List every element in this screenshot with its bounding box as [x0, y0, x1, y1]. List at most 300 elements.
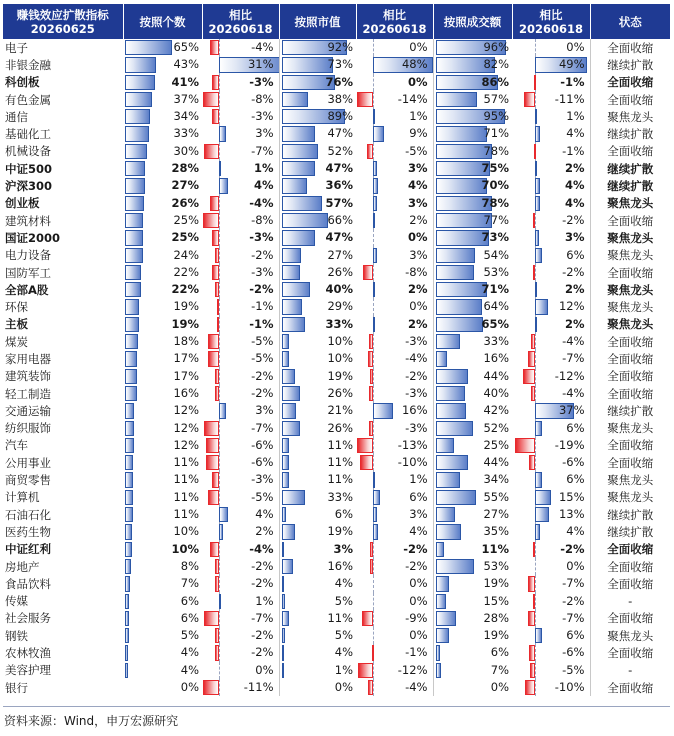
cell-vol-pct — [433, 281, 512, 298]
zero-axis-line — [219, 350, 220, 367]
cell-mcap-chg — [356, 679, 433, 696]
value-count-pct: 10% — [173, 524, 199, 539]
row-name: 纺织服饰 — [5, 421, 51, 436]
table-row — [3, 627, 670, 644]
value-mcap-chg: -10% — [397, 455, 428, 470]
cell-count-chg — [202, 247, 279, 264]
bar-vol-pct — [436, 507, 456, 522]
bar-count-pct — [125, 542, 132, 557]
bar-count-pct — [125, 230, 143, 245]
value-mcap-chg: 0% — [407, 74, 428, 89]
cell-mcap-pct — [279, 316, 356, 333]
bar-count-chg — [206, 455, 219, 470]
cell-mcap-chg — [356, 523, 433, 540]
bar-vol-pct — [436, 369, 468, 384]
cell-vol-chg — [512, 593, 590, 610]
row-status: 继续扩散 — [590, 506, 670, 523]
bar-vol-pct — [436, 265, 475, 280]
cell-vol-pct — [433, 264, 512, 281]
row-name: 有色金属 — [5, 92, 51, 107]
cell-count-chg — [202, 316, 279, 333]
zero-axis-line — [373, 264, 374, 281]
diffusion-table — [3, 4, 670, 696]
value-mcap-pct: 4% — [334, 645, 353, 660]
value-mcap-pct: 66% — [327, 212, 353, 227]
cell-count-pct — [123, 298, 202, 315]
value-mcap-chg: 3% — [409, 247, 428, 262]
cell-vol-chg — [512, 402, 590, 419]
zero-axis-line — [219, 662, 220, 679]
zero-axis-line — [219, 108, 220, 125]
value-vol-chg: -7% — [562, 610, 585, 625]
cell-mcap-chg — [356, 541, 433, 558]
bar-mcap-chg — [369, 334, 373, 349]
bar-vol-chg — [535, 109, 537, 124]
bar-vol-chg — [535, 230, 538, 245]
zero-axis-line — [535, 541, 536, 558]
bar-count-pct — [125, 317, 139, 332]
bar-mcap-pct — [282, 542, 284, 557]
value-count-pct: 17% — [173, 368, 199, 383]
cell-count-chg — [202, 489, 279, 506]
bar-count-chg — [208, 490, 219, 505]
cell-count-pct — [123, 316, 202, 333]
row-status: 聚焦龙头 — [590, 627, 670, 644]
bar-vol-chg — [528, 611, 535, 626]
cell-vol-chg — [512, 229, 590, 246]
bar-vol-pct — [436, 386, 465, 401]
value-vol-pct: 42% — [483, 403, 509, 418]
cell-mcap-chg — [356, 471, 433, 488]
bar-mcap-chg — [372, 645, 374, 660]
value-vol-chg: -7% — [562, 351, 585, 366]
cell-mcap-chg — [356, 281, 433, 298]
cell-mcap-pct — [279, 437, 356, 454]
value-mcap-chg: -4% — [405, 679, 428, 694]
value-mcap-pct: 57% — [325, 195, 353, 210]
value-vol-chg: 4% — [566, 126, 585, 141]
cell-vol-chg — [512, 316, 590, 333]
zero-axis-line — [535, 679, 536, 696]
value-mcap-chg: 6% — [409, 489, 428, 504]
value-count-chg: 4% — [255, 507, 274, 522]
value-vol-pct: 0% — [490, 679, 509, 694]
value-mcap-pct: 0% — [334, 679, 353, 694]
value-mcap-chg: 9% — [409, 126, 428, 141]
value-mcap-pct: 19% — [327, 368, 353, 383]
bar-vol-pct — [436, 628, 450, 643]
bar-vol-chg — [529, 455, 535, 470]
zero-axis-line — [373, 39, 374, 56]
cell-mcap-chg — [356, 662, 433, 679]
cell-count-chg — [202, 679, 279, 696]
cell-mcap-pct — [279, 679, 356, 696]
cell-mcap-pct — [279, 558, 356, 575]
zero-axis-line — [219, 385, 220, 402]
cell-mcap-chg — [356, 39, 433, 56]
cell-vol-chg — [512, 610, 590, 627]
cell-mcap-chg — [356, 420, 433, 437]
bar-mcap-pct — [282, 455, 290, 470]
value-mcap-chg: -13% — [397, 437, 428, 452]
bar-vol-pct — [436, 455, 468, 470]
value-vol-pct: 19% — [483, 576, 509, 591]
bar-mcap-chg — [367, 144, 373, 159]
zero-axis-line — [219, 212, 220, 229]
bar-mcap-pct — [282, 490, 305, 505]
row-name: 商贸零售 — [5, 473, 51, 488]
bar-vol-chg — [533, 542, 535, 557]
value-vol-pct: 55% — [483, 489, 509, 504]
value-count-pct: 43% — [173, 57, 199, 72]
cell-mcap-chg — [356, 125, 433, 142]
cell-vol-chg — [512, 177, 590, 194]
cell-count-chg — [202, 298, 279, 315]
bar-mcap-chg — [373, 213, 376, 228]
bar-count-pct — [125, 524, 132, 539]
row-name: 中证红利 — [5, 542, 51, 557]
cell-vol-pct — [433, 56, 512, 73]
value-vol-pct: 35% — [483, 524, 509, 539]
value-count-pct: 37% — [173, 91, 199, 106]
value-vol-chg: 1% — [566, 109, 585, 124]
cell-count-pct — [123, 575, 202, 592]
value-count-pct: 19% — [171, 316, 199, 331]
zero-axis-line — [535, 385, 536, 402]
bar-vol-pct — [436, 472, 461, 487]
cell-vol-pct — [433, 558, 512, 575]
value-count-pct: 11% — [173, 489, 199, 504]
bar-vol-pct — [436, 594, 447, 609]
value-mcap-chg: 0% — [409, 40, 428, 54]
value-vol-pct: 64% — [483, 299, 509, 314]
zero-axis-line — [373, 558, 374, 575]
cell-mcap-chg — [356, 385, 433, 402]
cell-mcap-pct — [279, 662, 356, 679]
value-mcap-chg: -2% — [405, 368, 428, 383]
bar-count-pct — [125, 455, 133, 470]
value-vol-chg: -6% — [562, 455, 585, 470]
bar-mcap-pct — [282, 559, 293, 574]
bar-vol-pct — [436, 542, 444, 557]
value-vol-chg: 2% — [564, 161, 585, 176]
value-mcap-pct: 26% — [327, 385, 353, 400]
cell-vol-chg — [512, 541, 590, 558]
bar-count-pct — [125, 472, 133, 487]
bar-mcap-chg — [373, 282, 376, 297]
row-status: 全面收缩 — [590, 91, 670, 108]
bar-mcap-pct — [282, 438, 290, 453]
row-name: 环保 — [5, 300, 28, 315]
zero-axis-line — [219, 247, 220, 264]
cell-vol-chg — [512, 74, 590, 91]
value-vol-pct: 40% — [483, 385, 509, 400]
value-mcap-chg: 16% — [401, 403, 428, 418]
row-status: 全面收缩 — [590, 143, 670, 160]
value-mcap-pct: 89% — [327, 109, 353, 124]
zero-axis-line — [219, 143, 220, 160]
cell-vol-pct — [433, 74, 512, 91]
bar-count-chg — [204, 144, 219, 159]
value-vol-chg: -1% — [562, 143, 585, 158]
table-row — [3, 489, 670, 506]
bar-vol-pct — [436, 248, 475, 263]
value-vol-pct: 54% — [483, 247, 509, 262]
cell-vol-chg — [512, 125, 590, 142]
cell-count-chg — [202, 333, 279, 350]
bar-count-pct — [125, 663, 128, 678]
bar-count-chg — [212, 75, 219, 90]
bar-count-chg — [215, 576, 219, 591]
cell-count-pct — [123, 143, 202, 160]
value-mcap-chg: 0% — [407, 230, 428, 245]
cell-count-chg — [202, 177, 279, 194]
value-vol-pct: 16% — [483, 351, 509, 366]
cell-mcap-chg — [356, 644, 433, 661]
bar-mcap-pct — [282, 317, 305, 332]
bar-mcap-pct — [282, 282, 310, 297]
table-row — [3, 368, 670, 385]
value-mcap-pct: 11% — [327, 437, 353, 452]
zero-axis-line — [535, 333, 536, 350]
cell-vol-chg — [512, 160, 590, 177]
table-row — [3, 160, 670, 177]
row-name: 国证2000 — [5, 230, 61, 245]
value-count-pct: 10% — [171, 541, 199, 556]
bar-mcap-chg — [362, 611, 373, 626]
cell-vol-chg — [512, 108, 590, 125]
zero-axis-line — [219, 195, 220, 212]
bar-mcap-pct — [282, 663, 284, 678]
row-status: 全面收缩 — [590, 74, 670, 91]
bar-mcap-chg — [358, 663, 373, 678]
bar-count-pct — [125, 507, 133, 522]
bar-count-chg — [210, 196, 219, 211]
bar-count-chg — [212, 265, 219, 280]
table-row — [3, 298, 670, 315]
bar-mcap-pct — [282, 248, 301, 263]
zero-axis-line — [535, 575, 536, 592]
bar-mcap-pct — [282, 265, 300, 280]
cell-vol-pct — [433, 506, 512, 523]
bar-mcap-pct — [282, 645, 285, 660]
table-row — [3, 541, 670, 558]
cell-count-chg — [202, 593, 279, 610]
table-row — [3, 575, 670, 592]
value-mcap-chg: 0% — [409, 576, 428, 591]
bar-mcap-chg — [373, 524, 378, 539]
cell-count-pct — [123, 385, 202, 402]
value-mcap-chg: 3% — [407, 195, 428, 210]
cell-vol-pct — [433, 575, 512, 592]
zero-axis-line — [219, 558, 220, 575]
bar-vol-chg — [535, 299, 548, 314]
cell-mcap-chg — [356, 143, 433, 160]
row-status: 全面收缩 — [590, 39, 670, 56]
cell-mcap-pct — [279, 143, 356, 160]
row-name: 石油石化 — [5, 507, 51, 522]
value-vol-pct: 19% — [483, 628, 509, 643]
bar-vol-pct — [436, 576, 450, 591]
bar-vol-pct — [436, 438, 454, 453]
bar-mcap-chg — [373, 161, 377, 176]
bar-mcap-chg — [368, 680, 373, 695]
header-row — [3, 4, 670, 39]
bar-mcap-chg — [368, 351, 373, 366]
value-count-chg: 3% — [255, 403, 274, 418]
cell-vol-pct — [433, 627, 512, 644]
bar-vol-chg — [531, 386, 535, 401]
cell-mcap-chg — [356, 454, 433, 471]
cell-count-pct — [123, 541, 202, 558]
value-count-pct: 25% — [171, 230, 199, 245]
row-name: 汽车 — [5, 438, 28, 453]
cell-vol-pct — [433, 195, 512, 212]
value-mcap-pct: 10% — [327, 334, 353, 349]
bar-count-pct — [125, 299, 139, 314]
row-status: 聚焦龙头 — [590, 316, 670, 333]
value-count-chg: -2% — [249, 282, 274, 297]
cell-count-chg — [202, 368, 279, 385]
value-count-chg: -2% — [251, 385, 274, 400]
cell-mcap-pct — [279, 644, 356, 661]
bar-count-pct — [125, 559, 131, 574]
bar-mcap-pct — [282, 57, 334, 72]
bar-count-pct — [125, 75, 155, 90]
bar-vol-chg — [535, 126, 539, 141]
zero-axis-line — [219, 333, 220, 350]
bar-vol-chg — [534, 75, 536, 90]
cell-count-pct — [123, 679, 202, 696]
zero-axis-line — [219, 541, 220, 558]
bar-count-pct — [125, 57, 156, 72]
cell-mcap-chg — [356, 56, 433, 73]
value-count-chg: -2% — [251, 368, 274, 383]
value-count-pct: 6% — [180, 610, 199, 625]
value-mcap-chg: -8% — [405, 264, 428, 279]
cell-vol-pct — [433, 177, 512, 194]
bar-vol-chg — [528, 351, 535, 366]
row-status: 全面收缩 — [590, 350, 670, 367]
value-count-chg: -5% — [251, 489, 274, 504]
cell-vol-chg — [512, 385, 590, 402]
value-mcap-chg: 1% — [409, 109, 428, 124]
bar-vol-pct — [436, 282, 488, 297]
value-count-chg: -2% — [251, 645, 274, 660]
cell-count-pct — [123, 177, 202, 194]
bar-count-pct — [125, 40, 172, 55]
zero-axis-line — [219, 420, 220, 437]
value-mcap-chg: -2% — [403, 541, 428, 556]
bar-count-chg — [215, 248, 219, 263]
value-count-pct: 30% — [173, 143, 199, 158]
row-name: 基础化工 — [5, 127, 51, 142]
cell-mcap-chg — [356, 368, 433, 385]
cell-mcap-pct — [279, 402, 356, 419]
value-vol-chg: -6% — [562, 645, 585, 660]
value-mcap-pct: 11% — [327, 472, 353, 487]
value-count-chg: -6% — [251, 455, 274, 470]
value-vol-pct: 44% — [483, 368, 509, 383]
row-status: 全面收缩 — [590, 454, 670, 471]
value-mcap-pct: 76% — [325, 74, 353, 89]
cell-vol-chg — [512, 558, 590, 575]
bar-vol-chg — [535, 490, 551, 505]
value-vol-pct: 95% — [483, 109, 509, 124]
bar-count-pct — [125, 421, 134, 436]
bar-vol-pct — [436, 317, 483, 332]
cell-count-chg — [202, 541, 279, 558]
bar-mcap-chg — [369, 386, 373, 401]
bar-count-chg — [203, 92, 219, 107]
value-vol-chg: -12% — [554, 368, 585, 383]
bar-count-chg — [208, 351, 219, 366]
cell-mcap-chg — [356, 402, 433, 419]
row-status: 全面收缩 — [590, 212, 670, 229]
bar-mcap-pct — [282, 594, 286, 609]
value-vol-pct: 96% — [483, 40, 509, 54]
cell-mcap-chg — [356, 593, 433, 610]
cell-vol-chg — [512, 437, 590, 454]
cell-count-chg — [202, 420, 279, 437]
value-vol-pct: 15% — [483, 593, 509, 608]
cell-count-pct — [123, 558, 202, 575]
zero-axis-line — [535, 593, 536, 610]
value-vol-chg: 4% — [564, 178, 585, 193]
bar-mcap-pct — [282, 507, 286, 522]
bar-count-chg — [206, 438, 219, 453]
table-row — [3, 39, 670, 56]
value-count-chg: -2% — [251, 558, 274, 573]
zero-axis-line — [373, 333, 374, 350]
bar-count-chg — [215, 559, 219, 574]
bar-vol-chg — [531, 334, 535, 349]
value-count-chg: -3% — [249, 230, 274, 245]
zero-axis-line — [535, 368, 536, 385]
value-mcap-chg: -3% — [405, 420, 428, 435]
value-vol-pct: 25% — [483, 437, 509, 452]
cell-count-chg — [202, 125, 279, 142]
table-row — [3, 264, 670, 281]
value-vol-chg: -19% — [554, 437, 585, 452]
value-count-pct: 25% — [173, 212, 199, 227]
value-mcap-pct: 33% — [325, 316, 353, 331]
value-mcap-chg: 4% — [409, 524, 428, 539]
header-count-pct: 按照个数 — [123, 4, 202, 39]
table-row — [3, 195, 670, 212]
value-mcap-pct: 26% — [327, 420, 353, 435]
cell-vol-pct — [433, 333, 512, 350]
value-count-pct: 34% — [173, 109, 199, 124]
table-row — [3, 679, 670, 696]
value-vol-chg: 3% — [564, 230, 585, 245]
cell-mcap-pct — [279, 385, 356, 402]
bar-count-pct — [125, 265, 141, 280]
value-count-chg: -2% — [251, 247, 274, 262]
bar-count-pct — [125, 594, 129, 609]
cell-vol-pct — [433, 471, 512, 488]
row-status: 全面收缩 — [590, 541, 670, 558]
cell-mcap-chg — [356, 160, 433, 177]
bar-mcap-pct — [282, 92, 309, 107]
value-mcap-pct: 33% — [327, 489, 353, 504]
table-row — [3, 610, 670, 627]
bar-count-pct — [125, 386, 137, 401]
bar-count-pct — [125, 438, 134, 453]
row-status: 聚焦龙头 — [590, 489, 670, 506]
cell-mcap-pct — [279, 627, 356, 644]
cell-mcap-chg — [356, 350, 433, 367]
